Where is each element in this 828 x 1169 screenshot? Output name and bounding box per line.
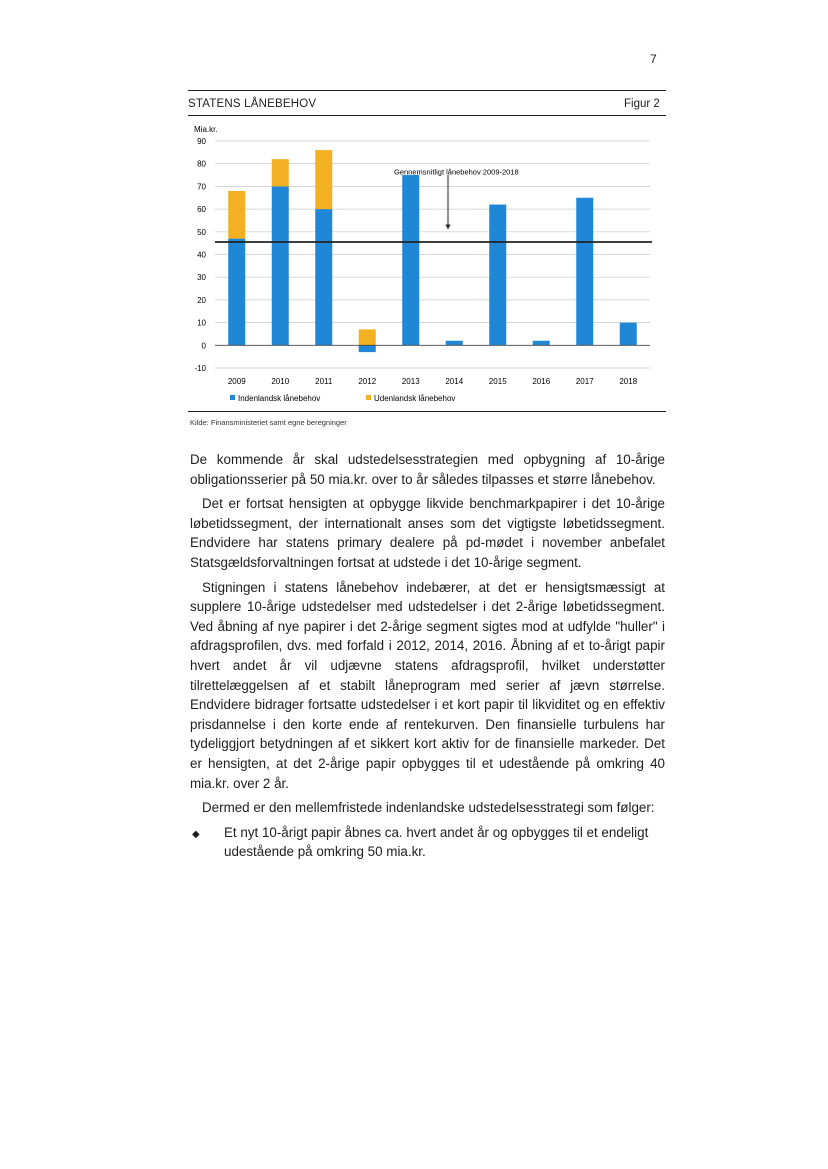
bar-foreign-2011: [315, 150, 332, 209]
y-tick-label: 60: [197, 205, 206, 215]
x-tick-label: 2015: [488, 377, 507, 386]
figure-label: Figur 2: [624, 98, 660, 110]
y-tick-label: 20: [197, 295, 206, 305]
bar-domestic-2012: [359, 345, 376, 352]
figure-top-rule: [188, 90, 666, 91]
x-tick-label: 2014: [445, 377, 464, 386]
bar-domestic-2016: [533, 341, 550, 346]
bar-domestic-2018: [620, 323, 637, 346]
y-axis-unit-label: Mia.kr.: [194, 125, 218, 134]
bar-domestic-2017: [576, 198, 593, 346]
legend-swatch-domestic: [230, 395, 235, 400]
paragraph-4: Dermed er den mellemfristede indenlandske udstedelsesstrategi som følger:: [202, 800, 655, 816]
bar-domestic-2010: [272, 186, 289, 345]
x-tick-label: 2013: [401, 377, 420, 386]
source-prefix: Kilde:: [190, 418, 209, 427]
bullet-text: Et nyt 10-årigt papir åbnes ca. hvert andet år og opbygges til et endeligt udestående på omkring 50 mia.kr.: [224, 824, 649, 860]
bar-domestic-2013: [402, 175, 419, 345]
x-tick-label: 2018: [619, 377, 638, 386]
bar-domestic-2014: [446, 341, 463, 346]
x-tick-label: 2016: [532, 377, 551, 386]
paragraph-2: Det er fortsat hensigten at opbygge likvide benchmarkpapirer i det 10-årige løbetidssegment, der internationalt anses som det vigtigste løbetidssegment. Endvidere har statens primary dealere på pd-mødet i november anbefalet Statsgældsforvaltningen fortsat at udstede i det 10-årige segment.: [190, 496, 665, 570]
diamond-bullet-icon: ◆: [192, 828, 200, 840]
y-axis-ticks: [194, 137, 206, 373]
x-tick-label: 2017: [575, 377, 594, 386]
y-tick-label: 50: [197, 227, 206, 237]
x-tick-label: 2009: [227, 377, 246, 386]
bar-domestic-2011: [315, 209, 332, 345]
y-tick-label: 90: [197, 137, 206, 146]
x-tick-label: 2011: [315, 377, 333, 386]
chart-legend: [230, 394, 455, 403]
x-tick-label: 2012: [358, 377, 377, 386]
figure-source: [190, 418, 347, 427]
legend-label-domestic: Indenlandsk lånebehov: [238, 394, 321, 403]
y-tick-label: 80: [197, 159, 206, 169]
y-tick-label: 0: [201, 341, 206, 351]
average-arrowhead: [446, 225, 451, 230]
paragraph-1: De kommende år skal udstedelsesstrategien med opbygning af 10-årige obligationsserier på 50 mia.kr. over to år således tilpasses et større lånebehov.: [190, 452, 665, 487]
y-tick-label: 10: [197, 318, 206, 328]
bar-domestic-2009: [228, 239, 245, 346]
loan-need-chart: [180, 118, 660, 410]
body-text: [190, 450, 665, 862]
bar-domestic-2015: [489, 205, 506, 346]
figure-title: STATENS LÅNEBEHOV: [188, 98, 317, 110]
x-axis-ticks: [228, 377, 638, 386]
figure-bottom-rule: [188, 411, 666, 412]
y-tick-label: -10: [194, 364, 206, 373]
source-text: Finansministeriet samt egne beregninger: [210, 418, 347, 427]
figure-title-rule: [188, 115, 666, 116]
average-line-label: Gennemsnitligt lånebehov 2009-2018: [394, 167, 519, 177]
bar-foreign-2010: [272, 159, 289, 186]
page-number: 7: [650, 52, 657, 66]
y-tick-label: 40: [197, 250, 206, 260]
y-tick-label: 70: [197, 182, 206, 192]
x-tick-label: 2010: [271, 377, 290, 386]
chart-bars: [228, 150, 637, 352]
paragraph-3: Stigningen i statens lånebehov indebærer, at det er hensigtsmæssigt at supplere 10-årige udstedelser med udstedelser i det 2-årige løbetidssegment. Ved åbning af nye papirer i det 2-årige segment sigtes mod at udfylde "huller" i afdragsprofilen, dvs. med forfald i 2012, 2014, 2016. Åbning af et to-årigt papir hvert andet år vil udjævne statens afdragsprofil, hvilket understøtter tilrettelæggelsen af et stabilt låneprogram med serier af jævn størrelse. Endvidere bidrager fortsatte udstedelser i et kort papir til likviditet og en effektiv prisdannelse i den korte ende af rentekurven. Den finansielle turbulens har tydeliggjort betydningen af et sikkert kort aktiv for de finansielle markeder. Det er hensigten, at det 2-årige papir opbygges til et udestående på omkring 40 mia.kr. over 2 år.: [190, 579, 665, 791]
bullet-item: [190, 823, 665, 862]
legend-label-foreign: Udenlandsk lånebehov: [374, 394, 456, 403]
bar-foreign-2012: [359, 329, 376, 345]
legend-swatch-foreign: [366, 395, 371, 400]
y-tick-label: 30: [197, 273, 206, 283]
bar-foreign-2009: [228, 191, 245, 239]
